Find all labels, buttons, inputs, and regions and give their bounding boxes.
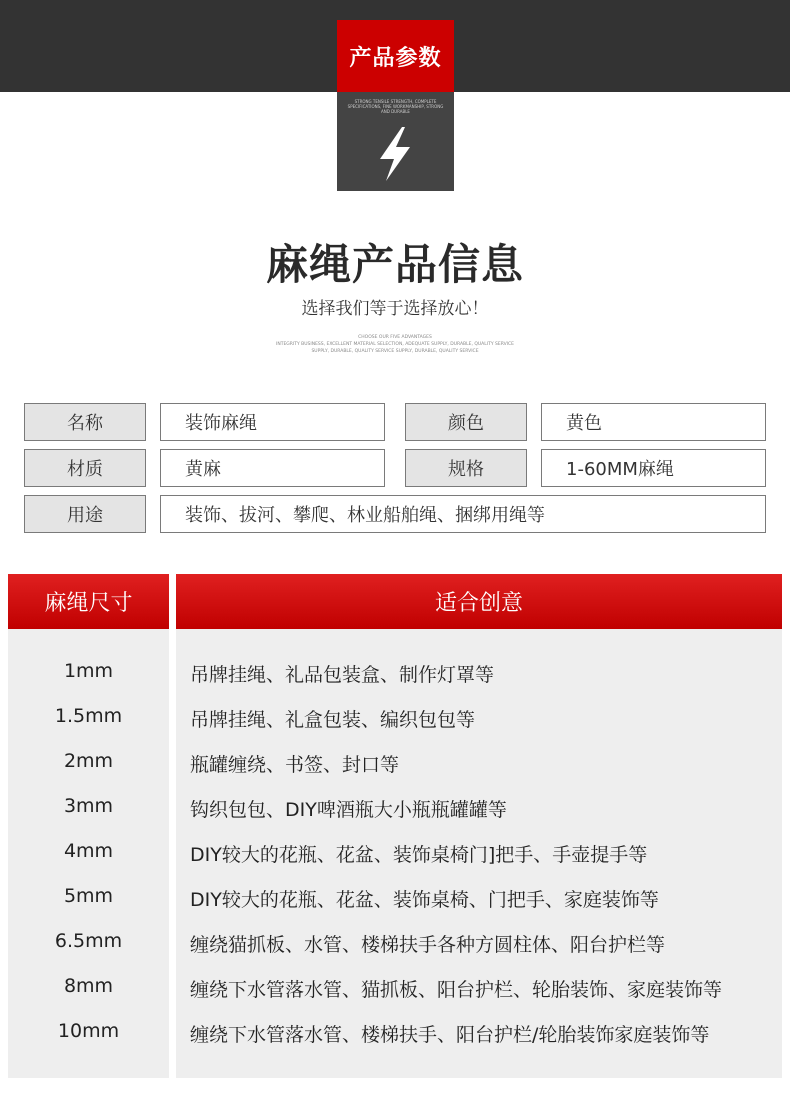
tiny-caption-line-3: SUPPLY, DURABLE, QUALITY SERVICE SUPPLY, DURABLE, QUALITY SERVICE	[311, 349, 479, 354]
row-use: 钩织包包、DIY啤酒瓶大小瓶瓶罐罐等	[190, 799, 507, 821]
row-size: 4mm	[63, 840, 114, 862]
spec-material-label: 材质	[24, 449, 146, 487]
row-size: 1.5mm	[54, 705, 123, 727]
table-row	[0, 1010, 790, 1055]
spec-size-value: 1-60MM麻绳	[541, 449, 766, 487]
row-use: DIY较大的花瓶、花盆、装饰桌椅门]把手、手壶提手等	[190, 844, 648, 866]
row-use: 缠绕猫抓板、水管、楼梯扶手各种方圆柱体、阳台护栏等	[190, 934, 666, 956]
row-use: 吊牌挂绳、礼品包装盒、制作灯罩等	[190, 664, 495, 686]
table-row	[0, 740, 790, 785]
table-header-idea: 适合创意	[176, 574, 782, 629]
row-use: 缠绕下水管落水管、猫抓板、阳台护栏、轮胎装饰、家庭装饰等	[190, 979, 723, 1001]
tiny-caption-line-2: INTEGRITY BUSINESS, EXCELLENT MATERIAL SELECTION, ADEQUATE SUPPLY, DURABLE, QUALITY SERVICE	[276, 342, 514, 347]
row-size: 8mm	[63, 975, 114, 997]
spec-size-label: 规格	[405, 449, 527, 487]
table-row	[0, 920, 790, 965]
spec-material-value: 黄麻	[160, 449, 385, 487]
spec-color-value: 黄色	[541, 403, 766, 441]
page-title: 麻绳产品信息	[265, 240, 524, 289]
badge-subtitle: STRONG TENSILE STRENGTH, COMPLETE SPECIFICATIONS, FINE WORKMANSHIP, STRONG AND DURABLE	[347, 99, 444, 114]
badge-panel	[337, 92, 454, 191]
table-row	[0, 875, 790, 920]
table-header-size: 麻绳尺寸	[8, 574, 169, 629]
row-use: 吊牌挂绳、礼盒包装、编织包包等	[190, 709, 476, 731]
row-use: DIY较大的花瓶、花盆、装饰桌椅、门把手、家庭装饰等	[190, 889, 659, 911]
row-use: 缠绕下水管落水管、楼梯扶手、阳台护栏/轮胎装饰家庭装饰等	[190, 1024, 710, 1046]
table-row	[0, 785, 790, 830]
row-size: 2mm	[63, 750, 114, 772]
row-size: 10mm	[57, 1020, 120, 1042]
spec-use-value: 装饰、拔河、攀爬、林业船舶绳、捆绑用绳等	[160, 495, 766, 533]
table-row	[0, 830, 790, 875]
spec-name-value: 装饰麻绳	[160, 403, 385, 441]
table-row	[0, 965, 790, 1010]
lightning-bolt-icon	[375, 125, 415, 183]
row-use: 瓶罐缠绕、书签、封口等	[190, 754, 400, 776]
badge-title: 产品参数	[337, 20, 454, 92]
table-row	[0, 695, 790, 740]
spec-use-label: 用途	[24, 495, 146, 533]
page-subtitle: 选择我们等于选择放心！	[301, 299, 489, 319]
row-size: 6.5mm	[54, 930, 123, 952]
row-size: 3mm	[63, 795, 114, 817]
spec-name-label: 名称	[24, 403, 146, 441]
row-size: 5mm	[63, 885, 114, 907]
spec-color-label: 颜色	[405, 403, 527, 441]
tiny-caption-line-1: CHOOSE OUR FIVE ADVANTAGES	[358, 335, 432, 340]
row-size: 1mm	[63, 660, 114, 682]
table-row	[0, 650, 790, 695]
